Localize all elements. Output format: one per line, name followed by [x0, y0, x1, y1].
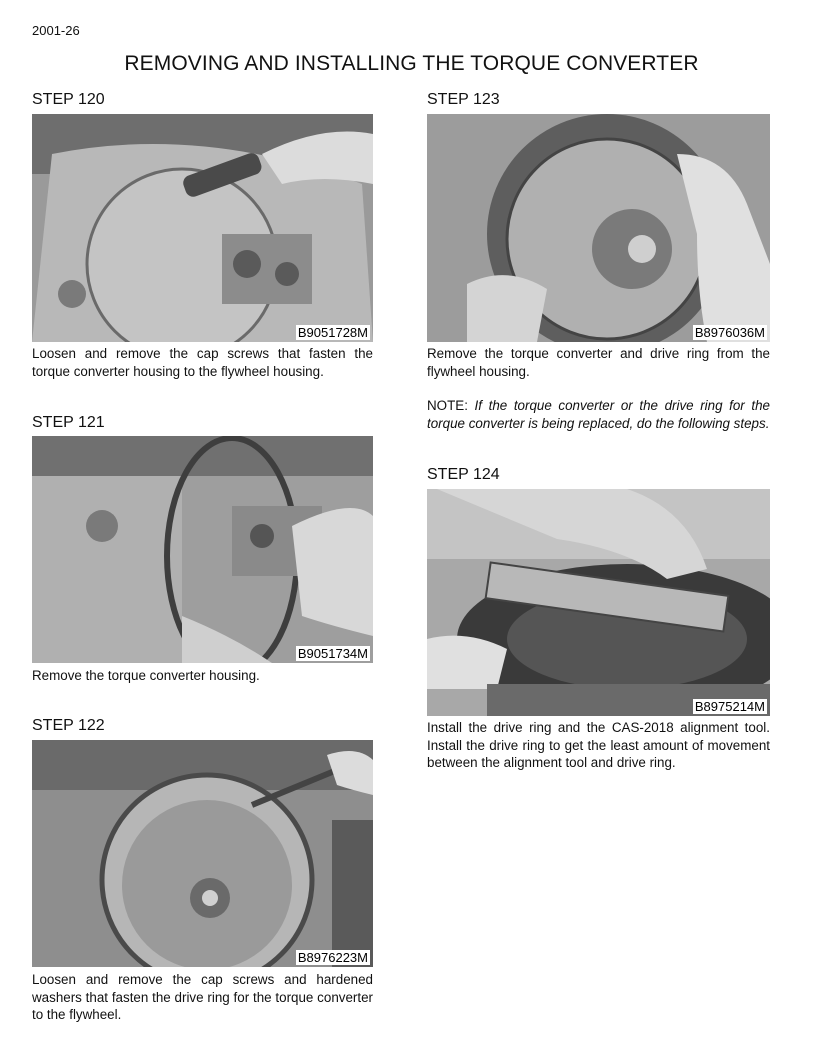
step-122-caption: Loosen and remove the cap screws and hardened washers that fasten the drive ring for the torque converter to the flywheel.: [32, 972, 373, 1022]
step-124-photo: [427, 489, 770, 716]
step-121-caption: Remove the torque converter housing.: [32, 668, 260, 683]
page-number: 2001-26: [32, 23, 80, 38]
step-120-caption: Loosen and remove the cap screws that fasten the torque converter housing to the flywheel housing.: [32, 346, 373, 379]
step-123-heading: STEP 123: [427, 91, 500, 108]
step-121-photo-code: B9051734M: [297, 646, 368, 661]
step-122-heading: STEP 122: [32, 717, 105, 734]
step-122-photo: [32, 740, 373, 967]
note: [427, 397, 770, 432]
step-120-photo-code: B9051728M: [297, 325, 368, 340]
step-124-heading: STEP 124: [427, 466, 500, 483]
note-text: If the torque converter or the drive ring for the torque converter is being replaced, do the following steps.: [427, 398, 770, 431]
note-label: NOTE:: [427, 398, 468, 413]
step-123-photo-code: B8976036M: [694, 325, 765, 340]
step-124-photo-code: B8975214M: [694, 699, 765, 714]
step-122-photo-code: B8976223M: [297, 950, 368, 965]
step-123-photo: [427, 114, 770, 342]
step-124-caption: Install the drive ring and the CAS-2018 alignment tool. Install the drive ring to get the least amount of movement between the alignment tool and drive ring.: [427, 720, 770, 770]
page-title: REMOVING AND INSTALLING THE TORQUE CONVERTER: [124, 52, 699, 75]
step-123-caption: Remove the torque converter and drive ring from the flywheel housing.: [427, 346, 770, 379]
step-120-photo: [32, 114, 373, 342]
step-121-heading: STEP 121: [32, 414, 105, 431]
step-120-heading: STEP 120: [32, 91, 105, 108]
step-121-photo: [32, 436, 373, 663]
